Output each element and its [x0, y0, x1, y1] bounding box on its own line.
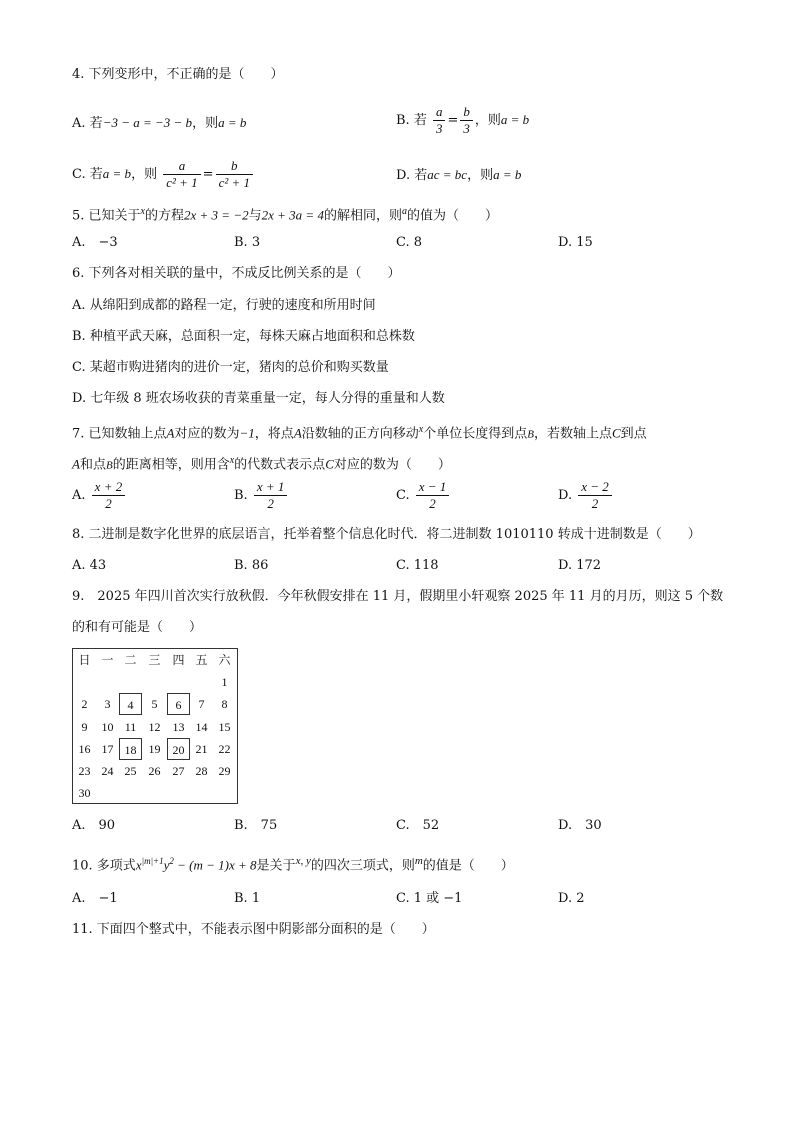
q10-stem: 10. 多项式$x^{|m|+1}y^2 - (m - 1)x + 8$是关于$^{x, y}$的四次三项式，则$^m$的值是（ ） — [72, 855, 514, 874]
calendar-day: 14 — [195, 720, 208, 734]
q9-option-b[interactable]: B. 75 — [234, 818, 278, 833]
calendar-day: 1 — [221, 675, 228, 689]
calendar-day: 29 — [218, 764, 231, 778]
fraction: $\frac{x - 1}{2}$ — [416, 479, 450, 512]
q5-option-a[interactable]: A. −3 — [72, 235, 118, 250]
q8-option-b[interactable]: B. 86 — [234, 558, 269, 573]
calendar-day: 25 — [124, 764, 137, 778]
q7-option-d[interactable]: D. $\frac{x - 2}{2}$ — [558, 479, 614, 512]
calendar-header: 四 — [172, 653, 185, 667]
fraction: $\frac{x + 2}{2}$ — [92, 479, 126, 512]
calendar-header: 一 — [101, 653, 114, 667]
calendar-header: 五 — [195, 653, 208, 667]
calendar-day: 17 — [101, 742, 114, 756]
q9-option-a[interactable]: A. 90 — [72, 818, 116, 833]
calendar-day: 9 — [81, 720, 88, 734]
q4-stem: 4. 下列变形中，不正确的是（ ） — [72, 67, 284, 82]
q7-stem-line1: 7. 已知数轴上点A对应的数为−1，将点A沿数轴的正方向移动$^x$个单位长度得到点B，若数轴上点C到点 — [72, 424, 647, 442]
q8-option-c[interactable]: C. 118 — [396, 558, 439, 573]
calendar-day-boxed: 18 — [119, 738, 142, 760]
q8-stem: 8. 二进制是数字化世界的底层语言，托举着整个信息化时代．将二进制数 1010110 转成十进制数是（ ） — [72, 527, 701, 542]
calendar-day: 13 — [172, 720, 185, 734]
calendar-day: 24 — [101, 764, 114, 778]
q6-option-a[interactable]: A. 从绵阳到成都的路程一定，行驶的速度和所用时间 — [72, 298, 376, 313]
q7-option-a[interactable]: A. $\frac{x + 2}{2}$ — [72, 479, 127, 512]
q6-stem: 6. 下列各对相关联的量中，不成反比例关系的是（ ） — [72, 266, 401, 281]
q8-option-d[interactable]: D. 172 — [558, 558, 602, 573]
calendar-day: 19 — [148, 742, 161, 756]
calendar-day: 27 — [172, 764, 185, 778]
calendar-day: 30 — [78, 786, 91, 800]
calendar-day-boxed: 4 — [119, 693, 142, 715]
calendar-day: 16 — [78, 742, 91, 756]
calendar-day: 12 — [148, 720, 161, 734]
q5-option-d[interactable]: D. 15 — [558, 235, 593, 250]
q11-stem: 11. 下面四个整式中，不能表示图中阴影部分面积的是（ ） — [72, 922, 435, 937]
calendar-day: 28 — [195, 764, 208, 778]
calendar-day: 11 — [124, 720, 137, 734]
fraction: $\frac{b}{3}$ — [460, 104, 473, 137]
calendar-header: 日 — [78, 653, 91, 667]
calendar-day: 7 — [198, 697, 205, 711]
q6-option-d[interactable]: D. 七年级 8 班农场收获的青菜重量一定，每人分得的重量和人数 — [72, 391, 445, 406]
q10-option-b[interactable]: B. 1 — [234, 891, 261, 906]
q10-option-d[interactable]: D. 2 — [558, 891, 585, 906]
calendar-day: 15 — [218, 720, 231, 734]
calendar-day-boxed: 6 — [167, 693, 190, 715]
calendar-day-boxed: 20 — [167, 738, 190, 760]
calendar-day: 3 — [104, 697, 111, 711]
fraction: $\frac{a}{3}$ — [433, 104, 446, 137]
fraction: $\frac{a}{\text{c² + 1}}$ — [163, 158, 200, 191]
q4-option-a[interactable]: A. 若−3 − a = −3 − b，则a = b — [72, 115, 247, 131]
q5-option-b[interactable]: B. 3 — [234, 235, 261, 250]
calendar-header: 三 — [148, 653, 161, 667]
q4-option-d[interactable]: D. 若ac = bc，则a = b — [396, 167, 522, 183]
q10-option-c[interactable]: C. 1 或 −1 — [396, 891, 463, 906]
calendar-header: 六 — [218, 653, 231, 667]
fraction: $\frac{x + 1}{2}$ — [254, 479, 288, 512]
q7-stem-line2: A和点B的距离相等，则用含$^x$的代数式表示点C对应的数为（ ） — [72, 455, 451, 473]
calendar-day: 5 — [151, 697, 158, 711]
q9-option-d[interactable]: D. 30 — [558, 818, 602, 833]
q5-option-c[interactable]: C. 8 — [396, 235, 423, 250]
q10-option-a[interactable]: A. −1 — [72, 891, 118, 906]
q6-option-c[interactable]: C. 某超市购进猪肉的进价一定，猪肉的总价和购买数量 — [72, 360, 389, 375]
q7-option-c[interactable]: C. $\frac{x - 1}{2}$ — [396, 479, 451, 512]
q7-option-b[interactable]: B. $\frac{x + 1}{2}$ — [234, 479, 289, 512]
q9-stem-line1: 9. 2025 年四川首次实行放秋假．今年秋假安排在 11 月，假期里小轩观察 2025 年 11 月的月历，则这 5 个数 — [72, 589, 724, 604]
q9-option-c[interactable]: C. 52 — [396, 818, 440, 833]
calendar-day: 2 — [81, 697, 88, 711]
q5-stem: 5. 已知关于$^x$的方程2x + 3 = −2与2x + 3a = 4的解相同，则$^a$的值为（ ） — [72, 206, 498, 224]
fraction: $\frac{b}{\text{c² + 1}}$ — [216, 158, 253, 191]
calendar-day: 26 — [148, 764, 161, 778]
calendar-day: 21 — [195, 742, 208, 756]
q6-option-b[interactable]: B. 种植平武天麻，总面积一定，每株天麻占地面积和总株数 — [72, 329, 415, 344]
calendar-day: 10 — [101, 720, 114, 734]
q8-option-a[interactable]: A. 43 — [72, 558, 107, 573]
calendar-day: 23 — [78, 764, 91, 778]
calendar-day: 22 — [218, 742, 231, 756]
calendar-day: 8 — [221, 697, 228, 711]
q4-option-b[interactable]: B. 若 $\frac{a}{3}$ = $\frac{b}{3}$ ，则a = b — [396, 104, 530, 136]
fraction: $\frac{x - 2}{2}$ — [578, 479, 612, 512]
calendar-header: 二 — [124, 653, 137, 667]
q9-stem-line2: 的和有可能是（ ） — [72, 620, 203, 635]
q4-option-c[interactable]: C. 若a = b，则 $\frac{a}{\text{c² + 1}}$ = $\frac{b}{\text{c² + 1}}$ — [72, 158, 255, 191]
calendar-table — [72, 648, 238, 804]
